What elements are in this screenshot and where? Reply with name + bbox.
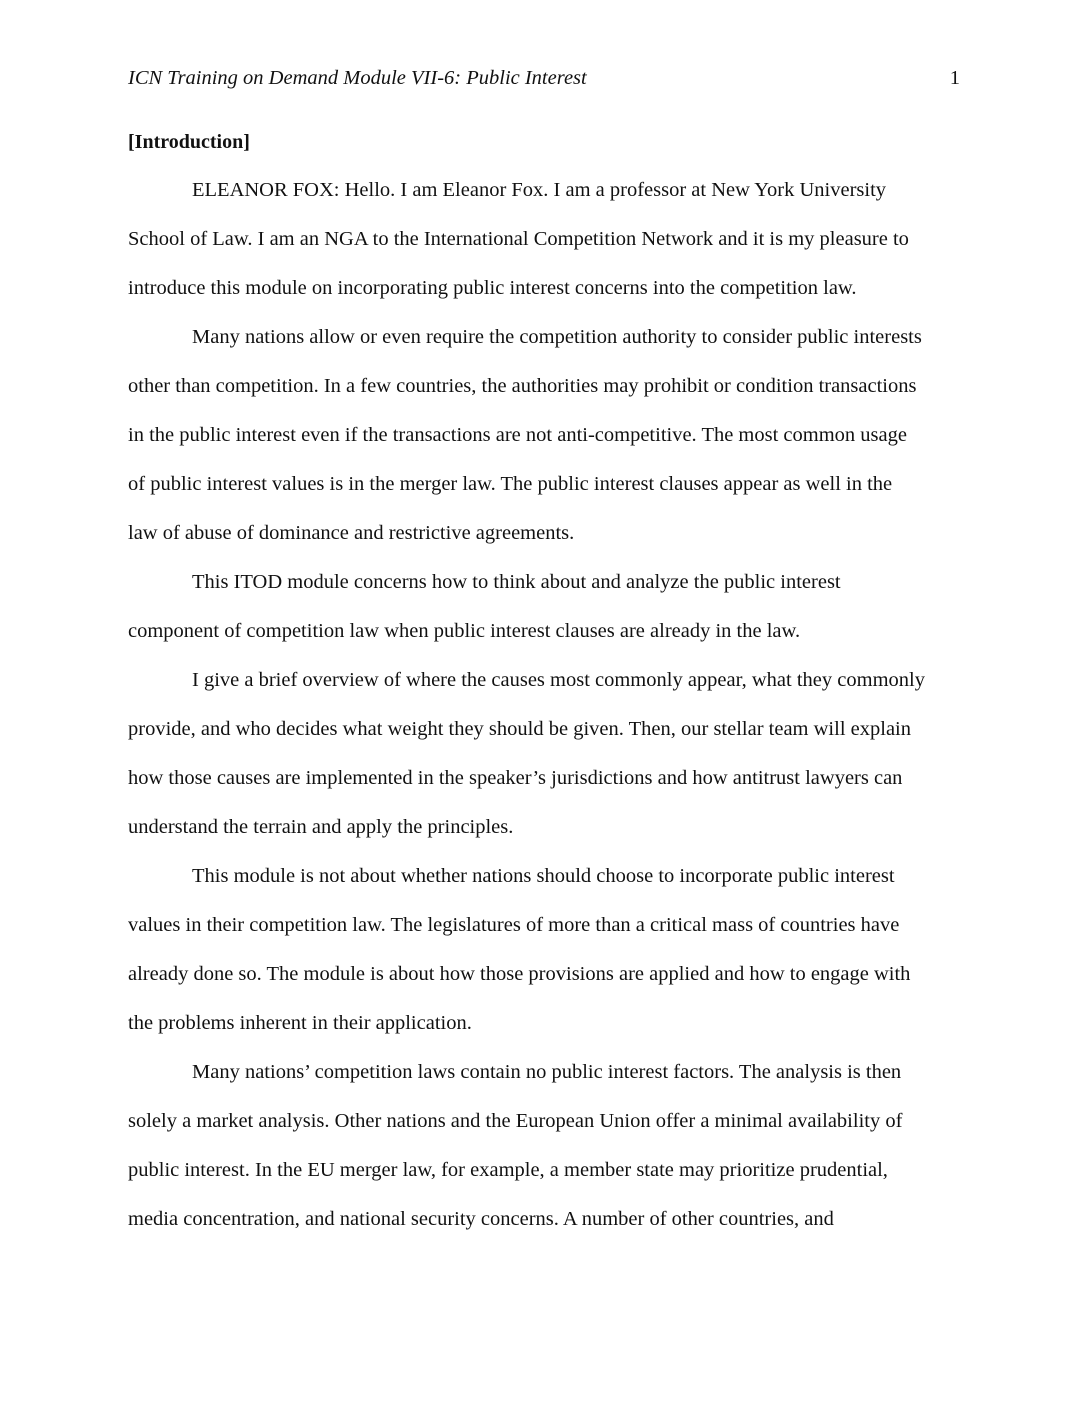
paragraph-line: of public interest values is in the merger law. The public interest clauses appear as well in the <box>128 473 893 495</box>
paragraph-line: already done so. The module is about how those provisions are applied and how to engage with <box>128 963 911 985</box>
paragraph-line: component of competition law when public interest clauses are already in the law. <box>128 620 801 642</box>
running-header <box>128 64 960 92</box>
paragraph-first-line: Many nations’ competition laws contain no public interest factors. The analysis is then <box>192 1061 902 1083</box>
paragraph-first-line: This module is not about whether nations should choose to incorporate public interest <box>192 865 895 887</box>
paragraph-line: introduce this module on incorporating public interest concerns into the competition law. <box>128 277 857 299</box>
paragraph-first-line: Many nations allow or even require the competition authority to consider public interests <box>192 326 922 348</box>
paragraph-line: other than competition. In a few countries, the authorities may prohibit or condition transactions <box>128 375 917 397</box>
page-number: 1 <box>949 67 960 89</box>
paragraph-line: how those causes are implemented in the speaker’s jurisdictions and how antitrust lawyers can <box>128 767 903 789</box>
paragraph-line: law of abuse of dominance and restrictive agreements. <box>128 522 575 544</box>
section-heading: [Introduction] <box>128 131 250 153</box>
paragraph-line: solely a market analysis. Other nations and the European Union offer a minimal availability of <box>128 1110 903 1132</box>
paragraph-line: the problems inherent in their application. <box>128 1012 472 1034</box>
paragraph-first-line: ELEANOR FOX: Hello. I am Eleanor Fox. I am a professor at New York University <box>192 179 887 201</box>
paragraph-line: provide, and who decides what weight they should be given. Then, our stellar team will explain <box>128 718 911 740</box>
paragraph-first-line: I give a brief overview of where the causes most commonly appear, what they commonly <box>192 669 925 691</box>
paragraph-line: media concentration, and national security concerns. A number of other countries, and <box>128 1208 834 1230</box>
paragraph-line: in the public interest even if the transactions are not anti-competitive. The most common usage <box>128 424 907 446</box>
header-title: ICN Training on Demand Module VII-6: Public Interest <box>128 67 587 89</box>
paragraph-line: values in their competition law. The legislatures of more than a critical mass of countries have <box>128 914 900 936</box>
paragraph-line: School of Law. I am an NGA to the International Competition Network and it is my pleasure to <box>128 228 909 250</box>
paragraph-line: public interest. In the EU merger law, for example, a member state may prioritize prudential, <box>128 1159 888 1181</box>
paragraph-first-line: This ITOD module concerns how to think about and analyze the public interest <box>192 571 841 593</box>
paragraph-line: understand the terrain and apply the principles. <box>128 816 514 838</box>
